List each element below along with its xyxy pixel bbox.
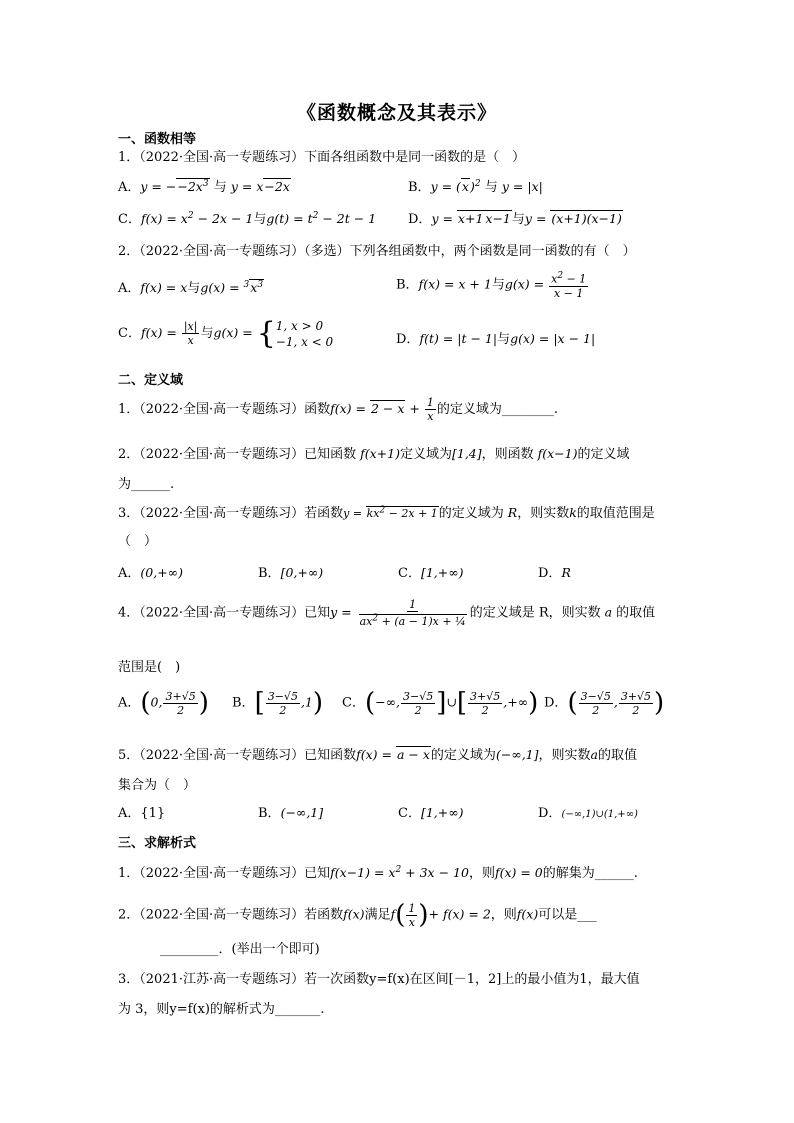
question-3-3: 3．（2021·江苏·高一专题练习）若一次函数y=f(x)在区间[－1，2]上的最小值为1，最大值 (118, 972, 640, 987)
question-3-3-cont: 为 3，则y=f(x)的解析式为_______. (118, 1002, 325, 1017)
option-b: B．f(x) = x + 1与g(x) = $\frac{x^2 - 1}{x - 1}$ (396, 271, 587, 300)
question-stem: 2．（2022·全国·高一专题练习）（多选）下列各组函数中，两个函数是同一函数的有（ ） (118, 244, 636, 259)
option-c: C．(−∞, $\frac{3-√5}{2}$ ]∪[ $\frac{3+√5}{2}$ ,+∞) (342, 688, 539, 718)
option-b: B．[ $\frac{3-√5}{2}$ ,1) (232, 688, 324, 718)
option-c: C．f(x) = $\frac{|x|}{x}$ 与g(x) = { 1, x > 0 −1, x < 0 (118, 316, 334, 351)
option-d: D．y = x+1 x−1与y = (x+1)(x−1) (408, 211, 622, 227)
option-a: A．(0,+∞) (118, 565, 183, 581)
question-stem: 1．（2022·全国·高一专题练习）下面各组函数中是同一函数的是（ ） (118, 150, 526, 165)
question-2-3-cont: （ ） (118, 534, 158, 549)
question-2-1: 1．（2022·全国·高一专题练习）函数f(x) = 2 − x + $\frac{1}{x}$ 的定义域为________. (118, 396, 558, 423)
option-c: C．[1,+∞) (398, 805, 464, 821)
option-d: D．R (538, 565, 571, 581)
question-2-2: 2．（2022·全国·高一专题练习）已知函数 f(x+1)定义域为[1,4]，则函数 f(x−1)的定义域 (118, 446, 630, 462)
question-2-5-cont: 集合为（ ） (118, 778, 197, 793)
option-c: C．[1,+∞) (398, 565, 464, 581)
option-a: A．(0, $\frac{3+√5}{2}$ ) (118, 688, 209, 718)
page-title: 《函数概念及其表示》 (296, 102, 497, 124)
question-2-2-cont: 为______. (118, 477, 175, 492)
option-a: A．{1} (118, 806, 166, 821)
option-d: D．( $\frac{3-√5}{2}$ , $\frac{3+√5}{2}$ ) (544, 688, 665, 718)
option-d: D．f(t) = |t − 1|与g(x) = |x − 1| (396, 331, 596, 347)
option-d: D．(−∞,1)∪(1,+∞) (538, 806, 638, 821)
question-3-2-cont: _________．(举出一个即可) (160, 942, 320, 957)
question-1-1 (118, 146, 525, 165)
question-2-3: 3．（2022·全国·高一专题练习）若函数$y = kx^2 - 2x + 1$的定义域为 R，则实数k的取值范围是 (118, 505, 655, 521)
section-heading-3: 三、求解析式 (118, 836, 197, 851)
question-2-4: 4．（2022·全国·高一专题练习）已知y = $\frac{1}{ax^2 + (a - 1)x + \frac{1}{4}}$ 的定义域是 R，则实数 a 的取值 (118, 598, 656, 628)
section-heading-1: 一、函数相等 (118, 132, 197, 147)
question-2-5: 5．（2022·全国·高一专题练习）已知函数f(x) = a − x的定义域为(−∞,1]，则实数a的取值 (118, 747, 637, 763)
section-heading-2: 二、定义域 (118, 373, 184, 388)
question-2-4-cont: 范围是( ) (118, 660, 181, 675)
question-3-2: 2．（2022·全国·高一专题练习）若函数f(x)满足f( $\frac{1}{x}$ )+ f(x) = 2，则f(x)可以是___ (118, 900, 597, 930)
option-b: B．(−∞,1] (258, 805, 324, 821)
option-b: B．[0,+∞) (258, 565, 324, 581)
option-a: A．f(x) = x与$g(x) = ^3x^3$ (118, 279, 264, 296)
option-b: B．$y = (x)^2$ 与 y = |x| (408, 178, 543, 195)
option-a: A．$y = --2x^3$ 与 y = x−2x (118, 178, 290, 195)
question-3-1: 1．（2022·全国·高一专题练习）已知$f(x-1) = x^2 + 3x - 10$，则f(x) = 0的解集为______. (118, 864, 638, 881)
option-c: C．$f(x) = x^2 - 2x - 1$与$g(t) = t^2 - 2t - 1$ (118, 210, 377, 227)
question-1-2 (118, 240, 636, 259)
